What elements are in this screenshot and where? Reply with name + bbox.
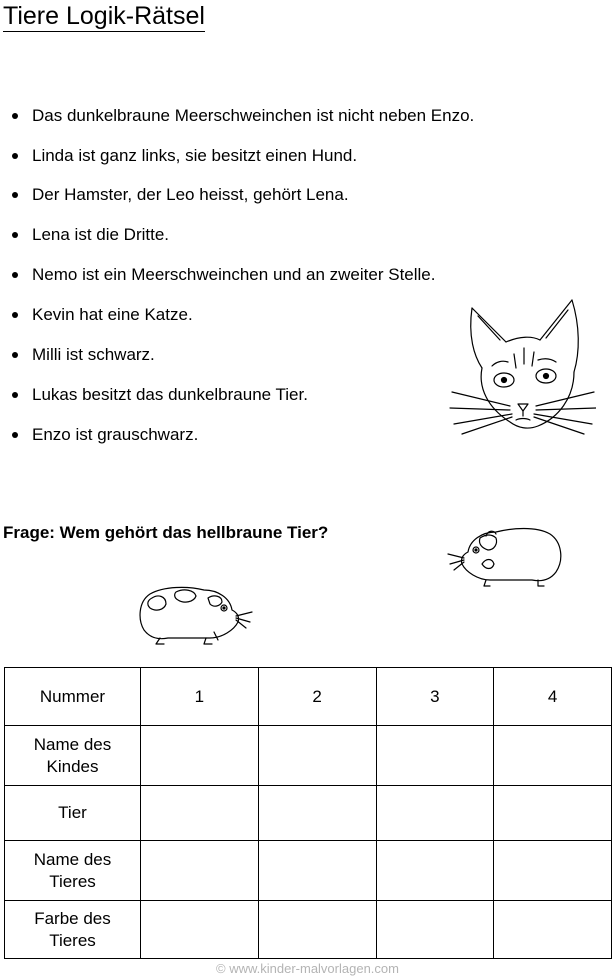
table-row — [5, 786, 612, 841]
question-text: Frage: Wem gehört das hellbraune Tier? — [3, 523, 329, 542]
clue-text: Lukas besitzt das dunkelbraune Tier. — [32, 385, 308, 404]
table-header-row — [5, 668, 612, 726]
answer-cell[interactable] — [141, 841, 259, 901]
table-header-cell: 2 — [258, 668, 376, 726]
answer-cell[interactable] — [494, 726, 612, 786]
answer-cell[interactable] — [141, 786, 259, 841]
clue-text: Der Hamster, der Leo heisst, gehört Lena. — [32, 185, 349, 204]
page-title: Tiere Logik-Rätsel — [3, 2, 205, 30]
copyright-footer: © www.kinder-malvorlagen.com — [216, 961, 399, 976]
table-row — [5, 726, 612, 786]
answer-cell[interactable] — [376, 841, 494, 901]
answer-cell[interactable] — [141, 726, 259, 786]
table-row — [5, 841, 612, 901]
table-header-cell: Nummer — [5, 668, 141, 726]
clue-text: Kevin hat eine Katze. — [32, 305, 193, 324]
row-label: Name des Tieres — [5, 841, 141, 901]
answer-cell[interactable] — [258, 901, 376, 959]
bullet-icon — [12, 312, 18, 318]
bullet-icon — [12, 352, 18, 358]
table-header-cell: 4 — [494, 668, 612, 726]
table-header-cell: 1 — [141, 668, 259, 726]
clue-text: Nemo ist ein Meerschweinchen und an zweiter Stelle. — [32, 265, 436, 284]
answer-cell[interactable] — [376, 786, 494, 841]
clue-text: Lena ist die Dritte. — [32, 225, 170, 244]
bullet-icon — [12, 232, 18, 238]
clue-text: Milli ist schwarz. — [32, 345, 155, 364]
clue-text: Das dunkelbraune Meerschweinchen ist nicht neben Enzo. — [32, 106, 475, 125]
answer-cell[interactable] — [494, 786, 612, 841]
answer-cell[interactable] — [376, 901, 494, 959]
answer-cell[interactable] — [258, 786, 376, 841]
bullet-icon — [12, 113, 18, 119]
cat-illustration — [448, 296, 596, 438]
answer-cell[interactable] — [494, 901, 612, 959]
answer-cell[interactable] — [258, 726, 376, 786]
answer-cell[interactable] — [258, 841, 376, 901]
answer-cell[interactable] — [376, 726, 494, 786]
row-label: Name des Kindes — [5, 726, 141, 786]
clue-text: Enzo ist grauschwarz. — [32, 425, 199, 444]
bullet-icon — [12, 272, 18, 278]
bullet-icon — [12, 392, 18, 398]
table-header-cell: 3 — [376, 668, 494, 726]
clue-text: Linda ist ganz links, sie besitzt einen Hund. — [32, 146, 358, 165]
guinea-pig-illustration — [136, 582, 254, 646]
row-label: Farbe des Tieres — [5, 901, 141, 959]
bullet-icon — [12, 192, 18, 198]
bullet-icon — [12, 432, 18, 438]
bullet-icon — [12, 153, 18, 159]
table-row — [5, 901, 612, 959]
guinea-pig-illustration — [446, 524, 564, 588]
row-label: Tier — [5, 786, 141, 841]
solution-table — [4, 667, 612, 959]
answer-cell[interactable] — [494, 841, 612, 901]
answer-cell[interactable] — [141, 901, 259, 959]
